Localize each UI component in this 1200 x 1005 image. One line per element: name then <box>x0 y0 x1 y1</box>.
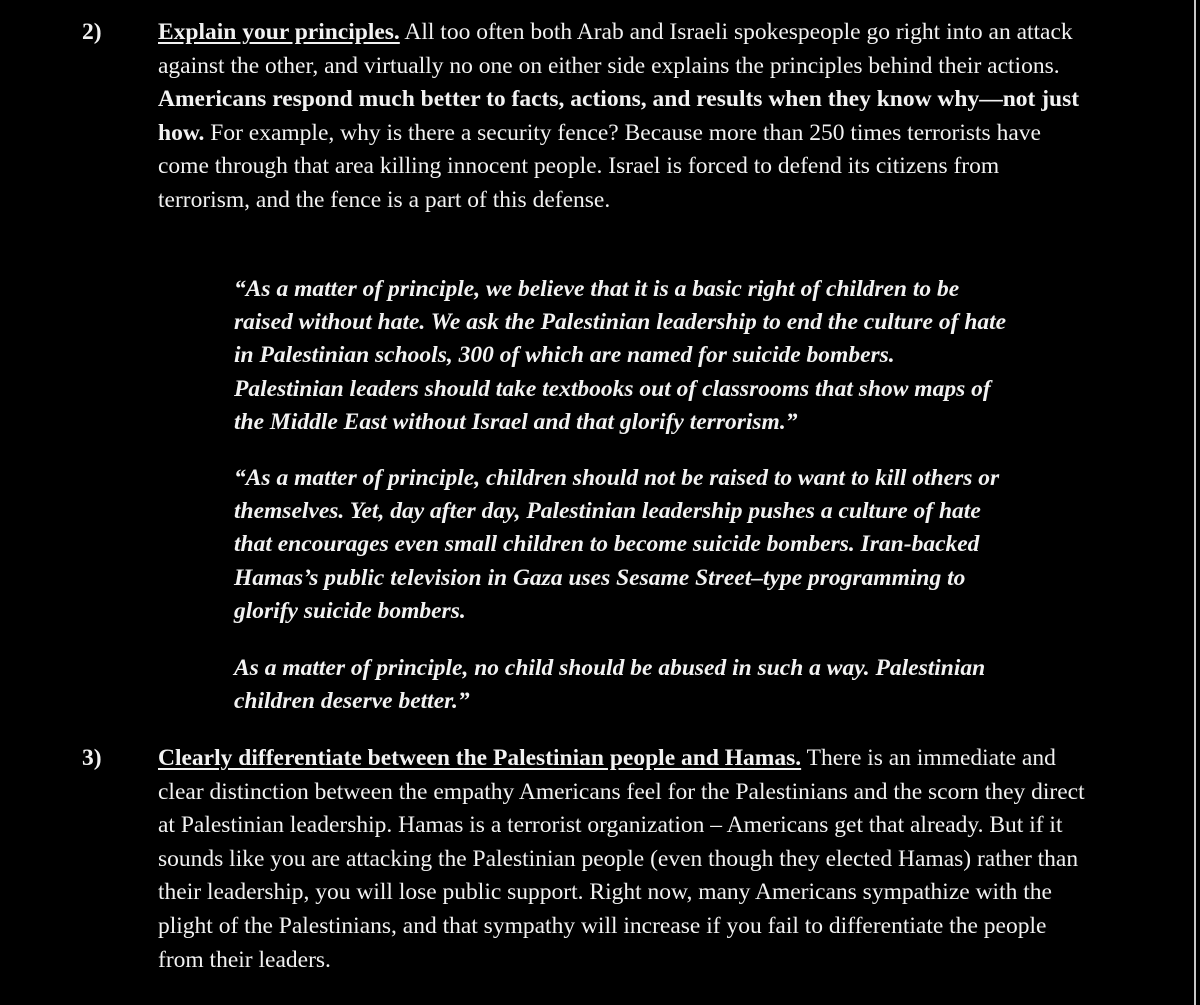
quote-line: raised without hate. We ask the Palestinian leadership to end the culture of hate <box>234 309 1007 336</box>
point-heading: Explain your principles. <box>158 19 400 45</box>
point-text: All too often both Arab and Israeli spokespeople go right into an attack against the other, and virtually no one on either side explains the principles behind their actions. <box>158 19 1073 79</box>
point-number: 2) <box>82 19 102 45</box>
quote-line: glorify suicide bombers. <box>234 597 466 624</box>
point-text-continued: For example, why is there a security fence? Because more than 250 times terrorists have come through that area killing innocent people. Israel is forced to defend its citizens from terrorism, and the fence is a part of this defense. <box>158 119 1041 213</box>
quote-block-2 <box>234 462 1084 628</box>
point-heading: Clearly differentiate between the Palestinian people and Hamas. <box>158 745 802 771</box>
quote-line: “As a matter of principle, children should not be raised to want to kill others or <box>234 465 1000 491</box>
point-body <box>158 742 1088 977</box>
quote-block-1 <box>234 273 1084 439</box>
point-emphasis: Americans respond much better to facts, actions, and results when they know why—not just how. <box>158 86 1080 146</box>
quote-line: children deserve better.” <box>234 688 470 715</box>
quote-line: Hamas’s public television in Gaza uses Sesame Street–type programming to <box>234 564 966 591</box>
point-text: There is an immediate and clear distinction between the empathy Americans feel for the Palestinians and the scorn they direct at Palestinian leadership. Hamas is a terrorist organization – Americans get that already. But if it sounds like you are attacking the Palestinian people (even though they elected Hamas) rather than their leadership, you will lose public support. Right now, many Americans sympathize with the plight of the Palestinians, and that sympathy will increase if you fail to differentiate the people from their leaders. <box>158 745 1085 973</box>
quote-line: themselves. Yet, day after day, Palestinian leadership pushes a culture of hate <box>234 498 981 525</box>
quote-line: As a matter of principle, no child should be abused in such a way. Palestinian <box>234 655 986 681</box>
quote-line: Palestinian leaders should take textbooks out of classrooms that show maps of <box>234 375 991 402</box>
quote-line: the Middle East without Israel and that glorify terrorism.” <box>234 408 798 435</box>
point-body <box>158 16 1088 218</box>
quote-block-3 <box>234 652 1084 718</box>
quote-line: “As a matter of principle, we believe that it is a basic right of children to be <box>234 276 960 302</box>
point-number: 3) <box>82 745 102 771</box>
quote-line: that encourages even small children to become suicide bombers. Iran-backed <box>234 531 980 558</box>
quote-line: in Palestinian schools, 300 of which are named for suicide bombers. <box>234 342 895 369</box>
